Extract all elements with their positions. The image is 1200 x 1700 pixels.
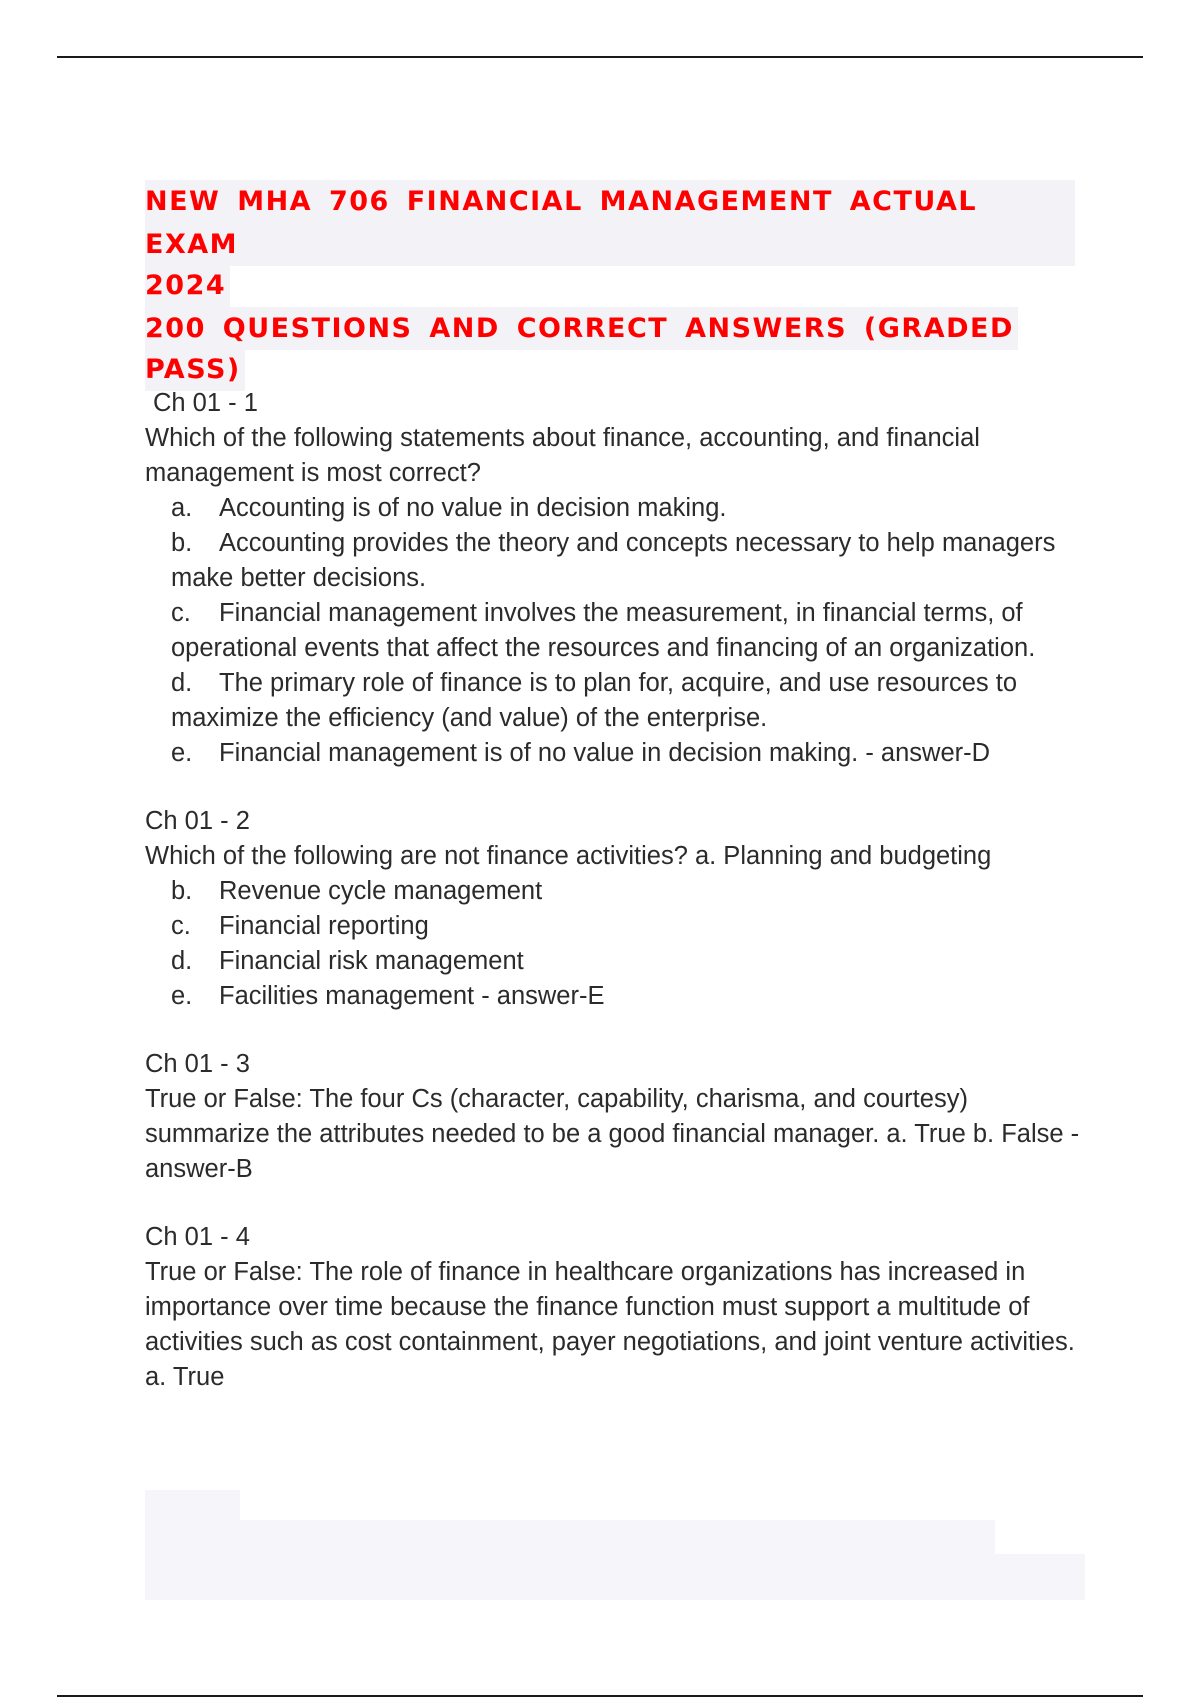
question-heading: Ch 01 - 4	[145, 1223, 250, 1251]
option-text: Facilities management - answer-E	[219, 982, 605, 1010]
option-text: Financial risk management	[219, 947, 524, 975]
option-text: Accounting provides the theory and concepts necessary to help managers make better decisions.	[171, 529, 1056, 592]
question-text: Which of the following are not finance activities? a. Planning and budgeting	[145, 842, 992, 870]
option-text: Revenue cycle management	[219, 877, 543, 905]
question-text: True or False: The four Cs (character, capability, charisma, and courtesy) summarize the attributes needed to be a good financial manager. a. True b. False - answer-B	[145, 1085, 1080, 1183]
document-title	[145, 180, 1075, 391]
title-line-4: PASS)	[145, 348, 245, 391]
faded-redaction-block	[145, 1554, 1085, 1600]
question-3	[145, 1047, 1090, 1187]
faded-redaction-block	[145, 1490, 240, 1520]
option-letter: d.	[171, 947, 193, 975]
faded-redaction-block	[145, 1520, 995, 1554]
question-1	[145, 386, 1090, 771]
question-list	[145, 386, 1090, 1395]
option-text: The primary role of finance is to plan for, acquire, and use resources to maximize the efficiency (and value) of the enterprise.	[171, 669, 1017, 732]
option-letter: d.	[171, 669, 193, 697]
option-letter: c.	[171, 599, 191, 627]
question-heading: Ch 01 - 2	[145, 807, 250, 835]
answer-option	[145, 874, 1090, 909]
answer-option	[145, 979, 1090, 1014]
option-text: Financial reporting	[219, 912, 429, 940]
answer-option	[145, 944, 1090, 979]
question-4	[145, 1220, 1090, 1395]
question-2	[145, 804, 1090, 1014]
title-line-2: 2024	[145, 264, 230, 307]
option-text: Financial management is of no value in decision making. - answer-D	[219, 739, 991, 767]
option-text: Accounting is of no value in decision making.	[219, 494, 727, 522]
question-text: Which of the following statements about finance, accounting, and financial management is most correct?	[145, 424, 980, 487]
bottom-rule	[57, 1695, 1143, 1697]
question-text: True or False: The role of finance in healthcare organizations has increased in importance over time because the finance function must support a multitude of activities such as cost containment, payer negotiations, and joint venture activities. a. True	[145, 1258, 1075, 1391]
answer-option	[145, 736, 1090, 771]
option-letter: b.	[171, 877, 193, 905]
option-letter: c.	[171, 912, 191, 940]
answer-option	[145, 666, 1090, 736]
title-line-1: NEW MHA 706 FINANCIAL MANAGEMENT ACTUAL EXAM	[145, 180, 1075, 266]
answer-option	[145, 491, 1090, 526]
title-line-3: 200 QUESTIONS AND CORRECT ANSWERS (GRADED	[145, 307, 1018, 350]
question-heading: Ch 01 - 3	[145, 1050, 250, 1078]
option-letter: e.	[171, 982, 193, 1010]
answer-option	[145, 596, 1090, 666]
option-letter: a.	[171, 494, 193, 522]
top-rule	[57, 56, 1143, 58]
answer-option	[145, 526, 1090, 596]
option-letter: e.	[171, 739, 193, 767]
option-text: Financial management involves the measurement, in financial terms, of operational events that affect the resources and financing of an organization.	[171, 599, 1036, 662]
option-letter: b.	[171, 529, 193, 557]
question-heading: Ch 01 - 1	[153, 389, 258, 417]
answer-option	[145, 909, 1090, 944]
